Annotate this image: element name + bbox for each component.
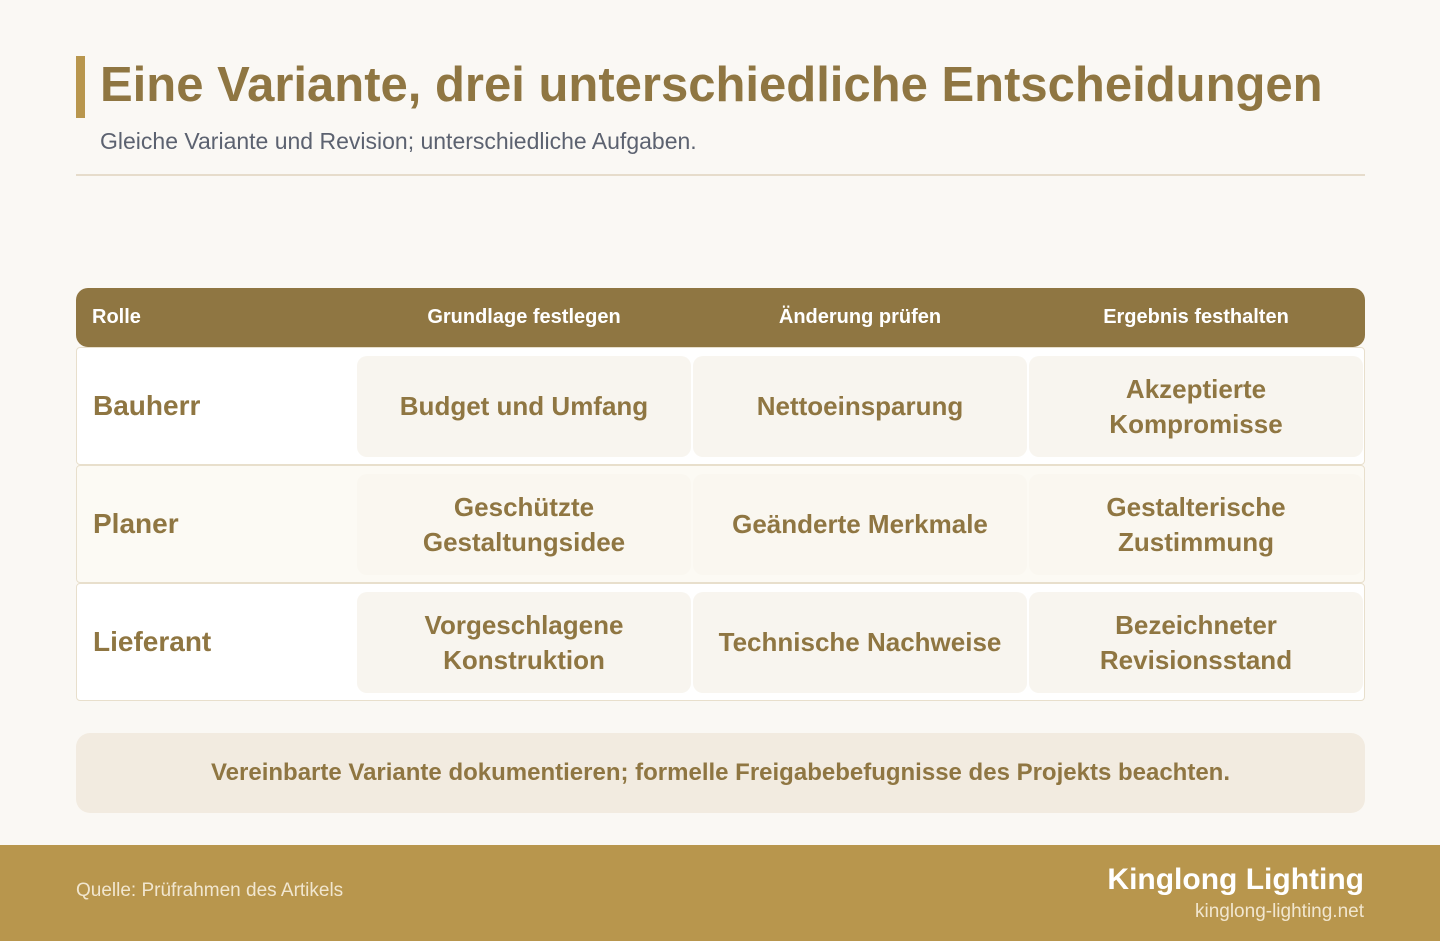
footer-bar (0, 845, 1440, 941)
table-cell: Bezeichneter Revisionsstand (1029, 592, 1363, 693)
table-cell: Vorgeschlagene Konstruktion (357, 592, 691, 693)
table-cell: Geschützte Gestaltungsidee (357, 474, 691, 575)
column-header-role: Rolle (92, 306, 141, 328)
row-label: Planer (93, 508, 179, 539)
table-row (76, 347, 1365, 465)
table-row (76, 583, 1365, 701)
roles-table (76, 288, 1365, 701)
page-title: Eine Variante, drei unterschiedliche Entscheidungen (100, 58, 1323, 112)
column-header-baseline: Grundlage festlegen (427, 306, 621, 328)
table-cell: Nettoeinsparung (693, 356, 1027, 457)
column-header-record: Ergebnis festhalten (1103, 306, 1289, 328)
column-header-review: Änderung prüfen (778, 306, 942, 328)
table-header (76, 288, 1365, 347)
table-cell: Geänderte Merkmale (693, 474, 1027, 575)
page-subtitle: Gleiche Variante und Revision; unterschiedliche Aufgaben. (100, 128, 697, 154)
table-cell: Akzeptierte Kompromisse (1029, 356, 1363, 457)
title-accent-bar (76, 56, 85, 118)
row-label: Lieferant (93, 626, 212, 657)
header-divider (76, 174, 1365, 176)
table-cell: Budget und Umfang (357, 356, 691, 457)
table-cell: Gestalterische Zustimmung (1029, 474, 1363, 575)
brand-url: kinglong-lighting.net (1194, 901, 1364, 922)
summary-note: Vereinbarte Variante dokumentieren; formelle Freigabebefugnisse des Projekts beachten. (76, 733, 1365, 813)
row-label: Bauherr (93, 390, 201, 421)
source-text: Quelle: Prüfrahmen des Artikels (76, 880, 344, 901)
table-row (76, 465, 1365, 583)
brand-name: Kinglong Lighting (1107, 863, 1364, 896)
table-cell: Technische Nachweise (693, 592, 1027, 693)
